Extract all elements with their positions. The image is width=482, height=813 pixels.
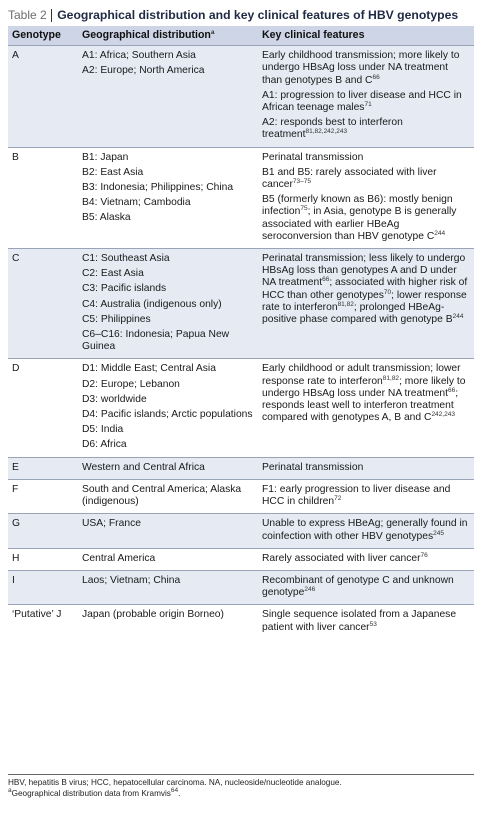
reference-superscript: 66: [372, 73, 380, 81]
feature-text: ; more likely to undergo HBsAg loss under NA treatment: [262, 375, 466, 399]
reference-superscript: 72: [334, 495, 342, 503]
geo-entry: B5: Alaska: [82, 212, 131, 224]
reference-superscript: 244: [434, 229, 446, 237]
feature-text: Rarely associated with liver cancer: [262, 552, 421, 564]
feature-text: A2: responds best to interferon treatment: [262, 117, 403, 141]
cell-features: [258, 479, 474, 513]
table-row: [8, 249, 474, 359]
geo-entry: Central America: [82, 552, 156, 564]
feature-text: ; responds least well to interferon treatment compared with genotypes A, B and C: [262, 387, 459, 424]
feature-entry: [262, 194, 470, 243]
cell-geo: [78, 249, 258, 359]
geo-entry: C3: Pacific islands: [82, 283, 167, 295]
cell-features: [258, 605, 474, 639]
geo-entry: D5: India: [82, 424, 124, 436]
table-row: [8, 147, 474, 248]
feature-entry: [262, 609, 470, 633]
header-geo-label: Geographical distribution: [82, 29, 211, 41]
footnote-source: [8, 786, 474, 800]
cell-geo: [78, 605, 258, 639]
table-header-row: [8, 26, 474, 46]
geo-entry: Western and Central Africa: [82, 461, 205, 473]
feature-text: B5 (formerly known as B6): mostly benign infection: [262, 194, 453, 218]
geo-entry: B2: East Asia: [82, 166, 144, 178]
feature-text: ; in Asia, genotype B is generally associated with earlier HBeAg seroconversion than HBV genotype C: [262, 206, 457, 242]
feature-entry: [262, 462, 470, 474]
table-row: [8, 605, 474, 639]
feature-entry: [262, 117, 470, 141]
reference-superscript: 76: [420, 551, 428, 559]
feature-entry: [262, 575, 470, 599]
cell-genotype: A: [8, 46, 78, 147]
reference-superscript: 244: [452, 313, 464, 321]
geo-entry: C4: Australia (indigenous only): [82, 298, 222, 310]
cell-features: [258, 359, 474, 457]
reference-superscript: 66: [322, 276, 330, 284]
geo-entry: Japan (probable origin Borneo): [82, 609, 224, 621]
table-caption: Geographical distribution and key clinical features of HBV genotypes: [57, 8, 459, 22]
cell-geo: [78, 46, 258, 147]
geo-entry: USA; France: [82, 518, 141, 530]
cell-genotype: D: [8, 359, 78, 457]
cell-genotype: H: [8, 548, 78, 570]
table-row: [8, 359, 474, 457]
header-geo: [78, 26, 258, 46]
geo-entry: D4: Pacific islands; Arctic populations: [82, 409, 253, 421]
feature-entry: [262, 90, 470, 114]
table-row: [8, 548, 474, 570]
footnote-source-sup: a: [8, 786, 12, 794]
table-row: [8, 457, 474, 479]
footnote-abbreviations: HBV, hepatitis B virus; HCC, hepatocellular carcinoma. NA, nucleoside/nucleotide analogue.: [8, 778, 342, 787]
footnote-source-text: Geographical distribution data from Kramvis: [11, 788, 171, 798]
reference-superscript: 70: [383, 288, 392, 296]
feature-entry: [262, 253, 470, 326]
cell-genotype: ‘Putative’ J: [8, 605, 78, 639]
cell-genotype: B: [8, 147, 78, 248]
table-number: Table 2: [8, 8, 47, 22]
cell-geo: [78, 514, 258, 548]
geo-entry: D3: worldwide: [82, 393, 147, 405]
feature-text: Perinatal transmission: [262, 151, 364, 163]
footnote-source-ref: 64: [170, 786, 179, 794]
feature-entry: [262, 50, 470, 87]
geo-entry: D1: Middle East; Central Asia: [82, 363, 216, 375]
geo-entry: D6: Africa: [82, 439, 127, 451]
cell-genotype: I: [8, 570, 78, 604]
feature-text: ; lower response rate to interferon: [262, 289, 467, 313]
feature-text: B1 and B5: rarely associated with liver cancer: [262, 166, 437, 191]
reference-superscript: 53: [369, 620, 377, 628]
geo-entry: C5: Philippines: [82, 313, 151, 325]
cell-features: [258, 570, 474, 604]
reference-superscript: 81,82,242,243: [305, 128, 348, 136]
feature-entry: [262, 518, 470, 542]
feature-entry: [262, 553, 470, 565]
header-genotype: Genotype: [8, 26, 78, 46]
feature-text: Perinatal transmission; less likely to undergo HBsAg loss than genotypes A and D under NA treatment: [262, 253, 466, 289]
table-footnote: [8, 774, 474, 799]
feature-text: ; prolonged HBeAg-positive phase compared with genotype B: [262, 301, 453, 326]
geo-entry: A1: Africa; Southern Asia: [82, 50, 196, 62]
feature-text: Recombinant of genotype C and unknown genotype: [262, 574, 454, 599]
feature-text: Unable to express HBeAg; generally found in coinfection with other HBV genotypes: [262, 518, 468, 542]
feature-text: Early childhood or adult transmission; lower response rate to interferon: [262, 363, 461, 387]
cell-geo: [78, 548, 258, 570]
title-divider: [51, 9, 53, 22]
feature-entry: [262, 167, 470, 191]
geo-entry: C1: Southeast Asia: [82, 253, 170, 265]
geo-entry: C2: East Asia: [82, 268, 144, 280]
feature-entry: [262, 363, 470, 424]
cell-geo: [78, 359, 258, 457]
header-features: Key clinical features: [258, 26, 474, 46]
geo-entry: C6–C16: Indonesia; Papua New Guinea: [82, 329, 230, 353]
reference-superscript: 71: [364, 101, 372, 109]
reference-superscript: 66: [448, 386, 456, 394]
cell-features: [258, 147, 474, 248]
cell-features: [258, 249, 474, 359]
geo-entry: D2: Europe; Lebanon: [82, 378, 180, 390]
feature-entry: [262, 152, 470, 164]
cell-features: [258, 46, 474, 147]
table-row: [8, 479, 474, 513]
feature-text: F1: early progression to liver disease and HCC in children: [262, 483, 451, 508]
cell-genotype: F: [8, 479, 78, 513]
feature-text: Perinatal transmission: [262, 461, 364, 473]
geo-entry: Laos; Vietnam; China: [82, 574, 181, 586]
cell-genotype: C: [8, 249, 78, 359]
cell-genotype: E: [8, 457, 78, 479]
geo-entry: B4: Vietnam; Cambodia: [82, 197, 191, 209]
cell-geo: [78, 147, 258, 248]
cell-features: [258, 457, 474, 479]
reference-superscript: 75: [300, 205, 308, 213]
reference-superscript: 245: [433, 529, 444, 537]
reference-superscript: 242,243: [431, 411, 455, 419]
reference-superscript: 81,82: [337, 300, 354, 308]
table-row: [8, 514, 474, 548]
table-row: [8, 46, 474, 147]
feature-text: Early childhood transmission; more likely to undergo HBsAg loss under NA treatment than genotypes B and C: [262, 50, 460, 86]
table-row: [8, 570, 474, 604]
table-title: [8, 4, 474, 26]
cell-geo: [78, 479, 258, 513]
cell-features: [258, 514, 474, 548]
geo-entry: B1: Japan: [82, 151, 129, 163]
feature-text: ; associated with higher risk of HCC than other genotypes: [262, 277, 468, 301]
cell-genotype: G: [8, 514, 78, 548]
cell-geo: [78, 457, 258, 479]
geo-entry: A2: Europe; North America: [82, 65, 205, 77]
cell-geo: [78, 570, 258, 604]
geo-entry: B3: Indonesia; Philippines; China: [82, 182, 234, 194]
genotype-table: [8, 26, 474, 639]
footnote-source-end: .: [178, 788, 181, 798]
cell-features: [258, 548, 474, 570]
reference-superscript: 81,82: [382, 374, 400, 382]
reference-superscript: 246: [304, 586, 316, 594]
feature-text: A1: progression to liver disease and HCC in African teenage males: [262, 89, 462, 114]
geo-entry: South and Central America; Alaska (indigenous): [82, 483, 242, 508]
header-geo-sup: a: [210, 29, 215, 36]
feature-entry: [262, 484, 470, 508]
feature-text: Single sequence isolated from a Japanese patient with liver cancer: [262, 609, 457, 633]
reference-superscript: 73–75: [292, 178, 311, 186]
